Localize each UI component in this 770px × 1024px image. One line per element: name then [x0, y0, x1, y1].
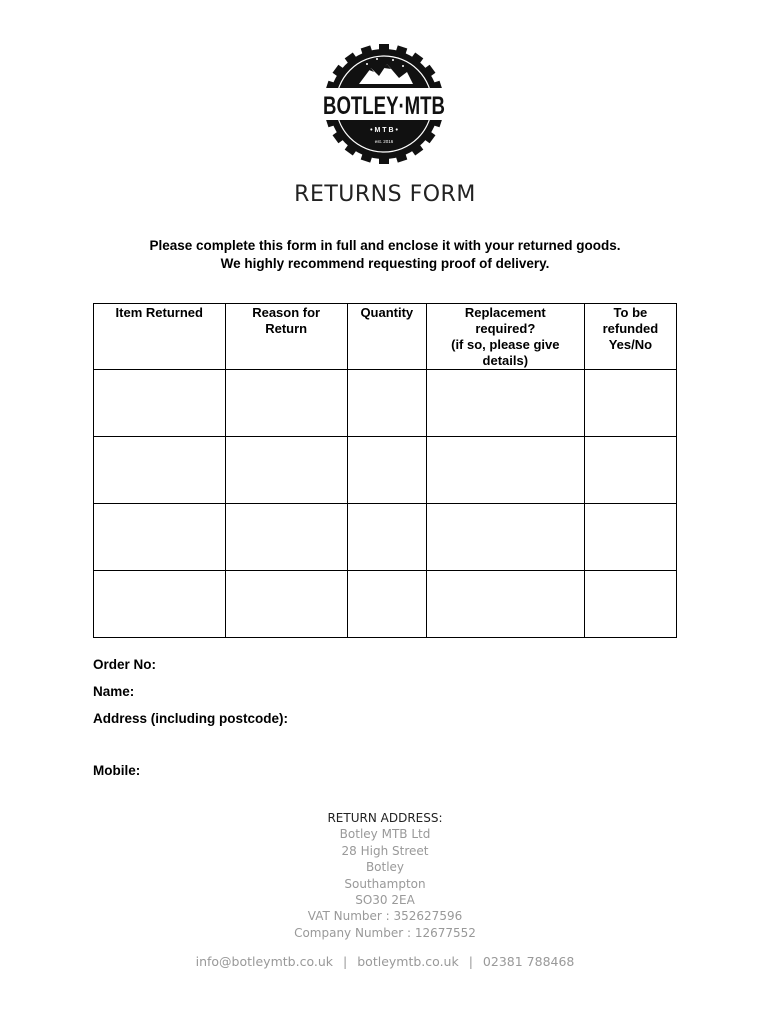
table-cell[interactable] — [94, 370, 226, 437]
contact-footer — [0, 954, 770, 969]
col-quantity: Quantity — [347, 304, 426, 370]
table-row — [94, 571, 677, 638]
name-label: Name: — [93, 684, 135, 699]
contact-phone: 02381 788468 — [482, 954, 575, 969]
table-row — [94, 437, 677, 504]
table-cell[interactable] — [94, 504, 226, 571]
return-address-line: Botley — [365, 860, 405, 875]
page-title: RETURNS FORM — [294, 182, 476, 207]
table-cell[interactable] — [94, 437, 226, 504]
table-row — [94, 370, 677, 437]
logo-sub: • M T B • — [370, 127, 398, 134]
col-item-returned: Item Returned — [94, 304, 226, 370]
order-no-label: Order No: — [93, 657, 157, 672]
return-address-line: 28 High Street — [341, 843, 429, 858]
table-cell[interactable] — [225, 437, 347, 504]
table-cell[interactable] — [426, 437, 584, 504]
table-row — [94, 504, 677, 571]
address-label: Address (including postcode): — [93, 711, 289, 726]
col-replacement-required: Replacement required? (if so, please give details) — [426, 304, 584, 370]
table-cell[interactable] — [94, 571, 226, 638]
col-reason-for-return: Reason for Return — [225, 304, 347, 370]
return-address-line: Southampton — [344, 876, 426, 891]
table-cell[interactable] — [347, 437, 426, 504]
separator: | — [468, 954, 473, 969]
returns-table — [93, 303, 677, 638]
table-cell[interactable] — [225, 370, 347, 437]
separator: | — [343, 954, 348, 969]
table-cell[interactable] — [347, 571, 426, 638]
vat-number: VAT Number : 352627596 — [307, 909, 463, 924]
contact-website[interactable]: botleymtb.co.uk — [357, 954, 459, 969]
table-cell[interactable] — [426, 370, 584, 437]
table-cell[interactable] — [426, 504, 584, 571]
mobile-label: Mobile: — [93, 763, 141, 778]
table-cell[interactable] — [225, 571, 347, 638]
table-cell[interactable] — [426, 571, 584, 638]
logo-name: BOTLEY·MTB — [323, 92, 445, 120]
table-cell[interactable] — [584, 571, 676, 638]
botley-mtb-logo — [321, 44, 447, 164]
company-number: Company Number : 12677552 — [294, 925, 476, 940]
intro-line-1: Please complete this form in full and enclose it with your returned goods. — [149, 238, 621, 253]
logo-est: est. 2016 — [374, 139, 394, 144]
contact-email[interactable]: info@botleymtb.co.uk — [195, 954, 334, 969]
return-address-line: Botley MTB Ltd — [339, 827, 431, 842]
table-cell[interactable] — [584, 504, 676, 571]
return-address — [0, 810, 770, 941]
col-to-be-refunded: To be refunded Yes/No — [584, 304, 676, 370]
table-cell[interactable] — [584, 437, 676, 504]
intro-line-2: We highly recommend requesting proof of delivery. — [220, 256, 550, 271]
table-header-row — [94, 304, 677, 370]
table-cell[interactable] — [347, 504, 426, 571]
table-cell[interactable] — [347, 370, 426, 437]
table-cell[interactable] — [584, 370, 676, 437]
return-address-line: SO30 2EA — [355, 893, 415, 908]
table-cell[interactable] — [225, 504, 347, 571]
return-address-heading: RETURN ADDRESS: — [327, 811, 443, 825]
